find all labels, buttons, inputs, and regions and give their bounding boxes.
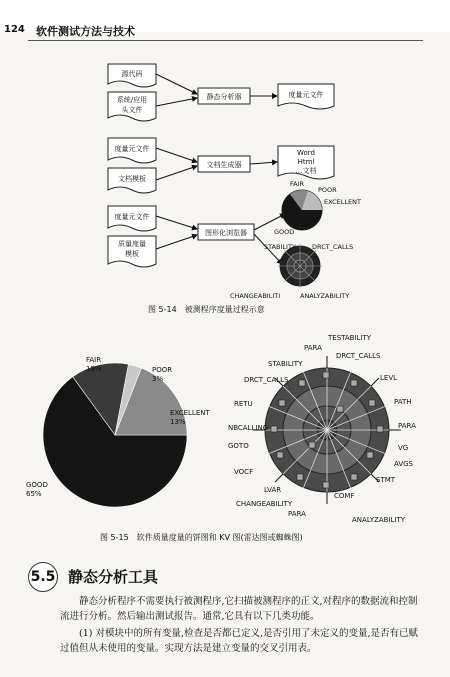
pie-label-excellent: EXCELLENT 13% (170, 409, 210, 426)
kv-label-para-right: PARA (398, 422, 416, 430)
doc-out-metrics-label: 度量元文件 (288, 91, 324, 99)
mini-pie-excellent: EXCELLENT (324, 198, 361, 206)
kv-label-levl: LEVL (380, 374, 398, 382)
doc-quality-line2: 模板 (125, 250, 139, 258)
kv-label-lvar: LVAR (264, 486, 282, 494)
doc-out-word: Word (297, 149, 315, 157)
kv-label-drct-calls-right: DRCT_CALLS (336, 352, 381, 360)
kv-label-testability: TESTABILITY (328, 334, 372, 342)
mini-pie-fair: FAIR (290, 180, 305, 188)
kv-label-drct-calls-left: DRCT_CALLS (244, 376, 289, 384)
figure-5-15-kv-chart (224, 326, 434, 526)
doc-sys-header-line2: 头文件 (121, 106, 143, 114)
mini-pie (282, 190, 322, 230)
kv-label-retu: RETU (234, 400, 253, 408)
page-number: 124 (4, 24, 25, 35)
paragraph-2: (1) 对模块中的所有变量,检查是否都已定义,是否引用了未定义的变量,是否有已赋过值但从未使用的变量。实现方法是建立变量的交叉引用表。 (60, 628, 419, 654)
kv-label-comf: COMF (334, 492, 355, 500)
kv-label-avgs: AVGS (394, 460, 413, 468)
doc-metrics1-label: 度量元文件 (114, 145, 150, 153)
mini-kv-changeability: CHANGEABILITI (230, 292, 281, 300)
pie-label-poor: POOR 3% (152, 366, 173, 383)
mini-pie-poor: POOR (318, 186, 337, 194)
process-docgen-label: 文档生成器 (206, 161, 242, 169)
figure-5-14-caption: 图 5-14 被测程序度量过程示意 (148, 305, 265, 314)
doc-out-other: …文档 (295, 167, 317, 175)
paragraph-1: 静态分析程序不需要执行被测程序,它扫描被测程序的正文,对程序的数据流和控制流进行分析。然后输出测试报告。通常,它具有以下几类功能。 (60, 596, 418, 622)
doc-template-label: 文档模板 (118, 175, 146, 183)
kv-label-path: PATH (394, 398, 412, 406)
doc-quality-line1: 质量度量 (118, 240, 146, 248)
figure-5-15-pie (20, 350, 220, 510)
figure-5-15-caption: 图 5-15 软件质量度量的饼图和 KV 图(雷达图或蜘蛛图) (100, 533, 303, 542)
mini-kv-stability: STABILITY (264, 243, 296, 251)
pie-label-good: GOOD 65% (26, 481, 48, 498)
kv-label-para-bottom: PARA (288, 510, 306, 518)
kv-label-goto: GOTO (228, 442, 249, 450)
section-title: 静态分析工具 (68, 568, 159, 586)
kv-label-stability: STABILITY (268, 360, 303, 368)
mini-kv-drct-calls: DRCT_CALLS (312, 243, 354, 251)
kv-label-analyzability: ANALYZABILITY (352, 516, 406, 524)
mini-kv-analyzability: ANALYZABILITY (300, 292, 350, 300)
doc-out-html: Html (297, 158, 315, 166)
kv-label-vocf: VOCF (234, 468, 254, 476)
pie-label-fair: FAIR 19% (86, 356, 102, 373)
kv-label-vg: VG (398, 444, 409, 452)
kv-label-changeability: CHANGEABILITY (236, 500, 293, 508)
kv-label-stmt: STMT (376, 476, 396, 484)
kv-label-nbcalling: NBCALLING (228, 424, 269, 432)
doc-source-label: 源代码 (121, 70, 143, 78)
process-analyzer-label: 静态分析器 (206, 93, 242, 101)
header-rule (28, 40, 423, 41)
process-viewer-label: 图形化浏览器 (205, 229, 247, 237)
kv-label-para-top: PARA (304, 344, 322, 352)
section-number: 5.5 (28, 562, 58, 592)
mini-pie-good: GOOD (274, 228, 295, 236)
figure-5-14 (0, 44, 450, 302)
doc-sys-header-line1: 系统/应用 (116, 96, 148, 104)
doc-metrics2-label: 度量元文件 (114, 213, 150, 221)
running-head: 软件测试方法与技术 (36, 25, 135, 38)
